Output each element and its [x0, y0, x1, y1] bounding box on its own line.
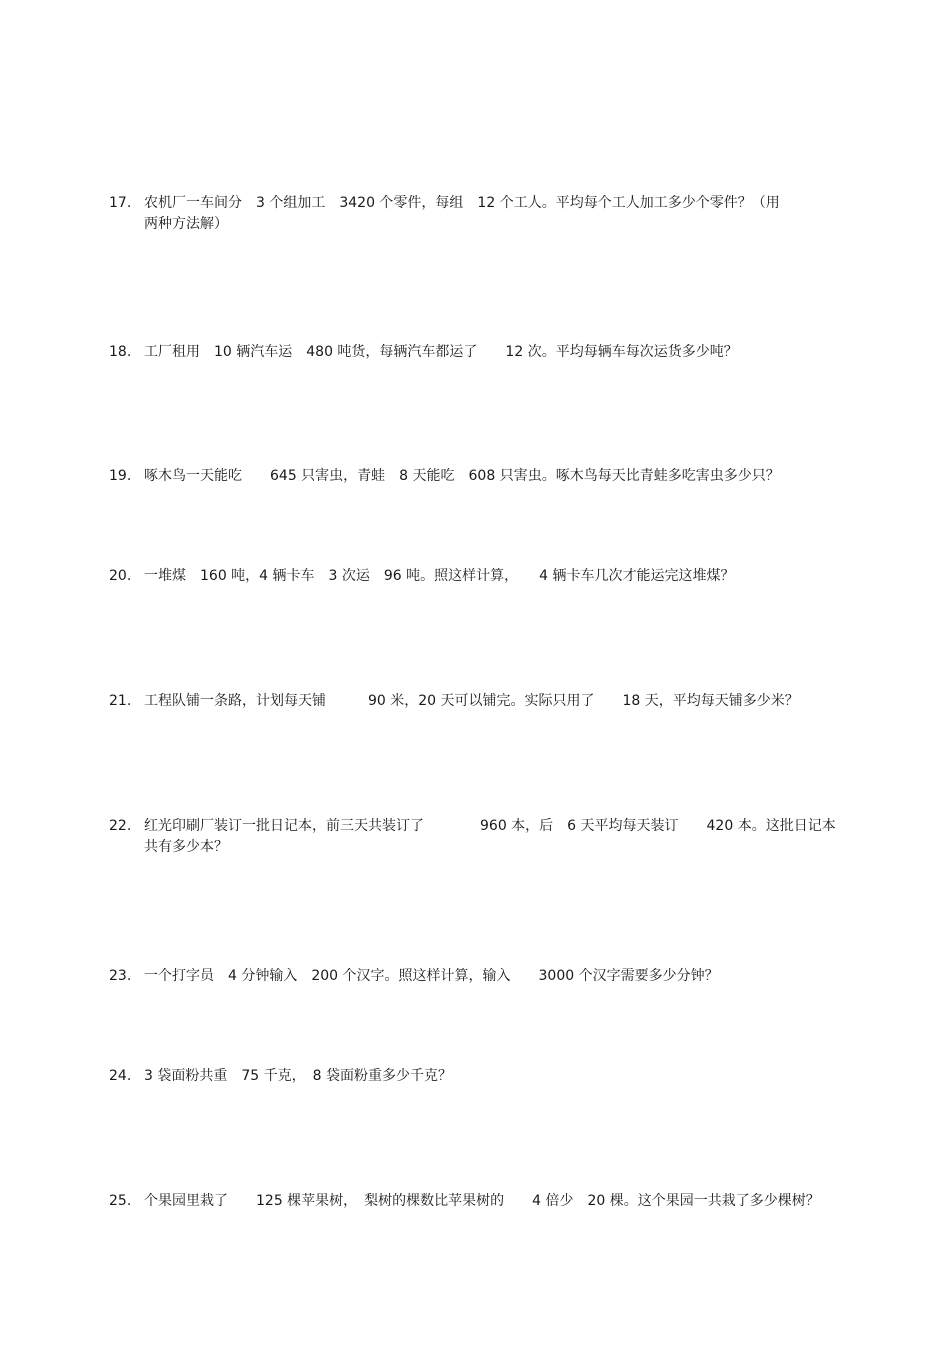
problem-number: 20.: [109, 568, 132, 584]
problem-text: 一个打字员 4 分钟输入 200 个汉字。照这样计算，输入 3000 个汉字需要多少分钟？: [144, 968, 719, 984]
problem-text: 红光印刷厂装订一批日记本，前三天共装订了 960 本，后 6 天平均每天装订 420 本。这批日记本: [144, 818, 836, 834]
problem-text: 啄木鸟一天能吃 645 只害虫，青蛙 8 天能吃 608 只害虫。啄木鸟每天比青蛙多吃害虫多少只？: [144, 468, 780, 484]
problem-text: 3 袋面粉共重 75 千克， 8 袋面粉重多少千克？: [144, 1068, 452, 1084]
problem-number: 23.: [109, 968, 132, 984]
problem-number: 25.: [109, 1193, 132, 1209]
problem-number: 22.: [109, 818, 132, 834]
problem-number: 24.: [109, 1068, 132, 1084]
problem-text: 工程队铺一条路，计划每天铺 90 米，20 天可以铺完。实际只用了 18 天，平均每天铺多少米？: [144, 693, 799, 709]
problem-text-continued: 两种方法解）: [144, 216, 228, 232]
problem-number: 18.: [109, 344, 132, 360]
problem-text: 工厂租用 10 辆汽车运 480 吨货，每辆汽车都运了 12 次。平均每辆车每次运货多少吨？: [144, 344, 738, 360]
problem-text-continued: 共有多少本？: [144, 839, 228, 855]
problem-number: 17.: [109, 195, 132, 211]
problem-number: 19.: [109, 468, 132, 484]
problem-text: 一堆煤 160 吨，4 辆卡车 3 次运 96 吨。照这样计算， 4 辆卡车几次才能运完这堆煤？: [144, 568, 735, 584]
problem-text: 农机厂一车间分 3 个组加工 3420 个零件，每组 12 个工人。平均每个工人加工多少个零件？（用: [144, 195, 780, 211]
problem-text: 个果园里栽了 125 棵苹果树， 梨树的棵数比苹果树的 4 倍少 20 棵。这个果园一共栽了多少棵树？: [144, 1193, 820, 1209]
problem-number: 21.: [109, 693, 132, 709]
